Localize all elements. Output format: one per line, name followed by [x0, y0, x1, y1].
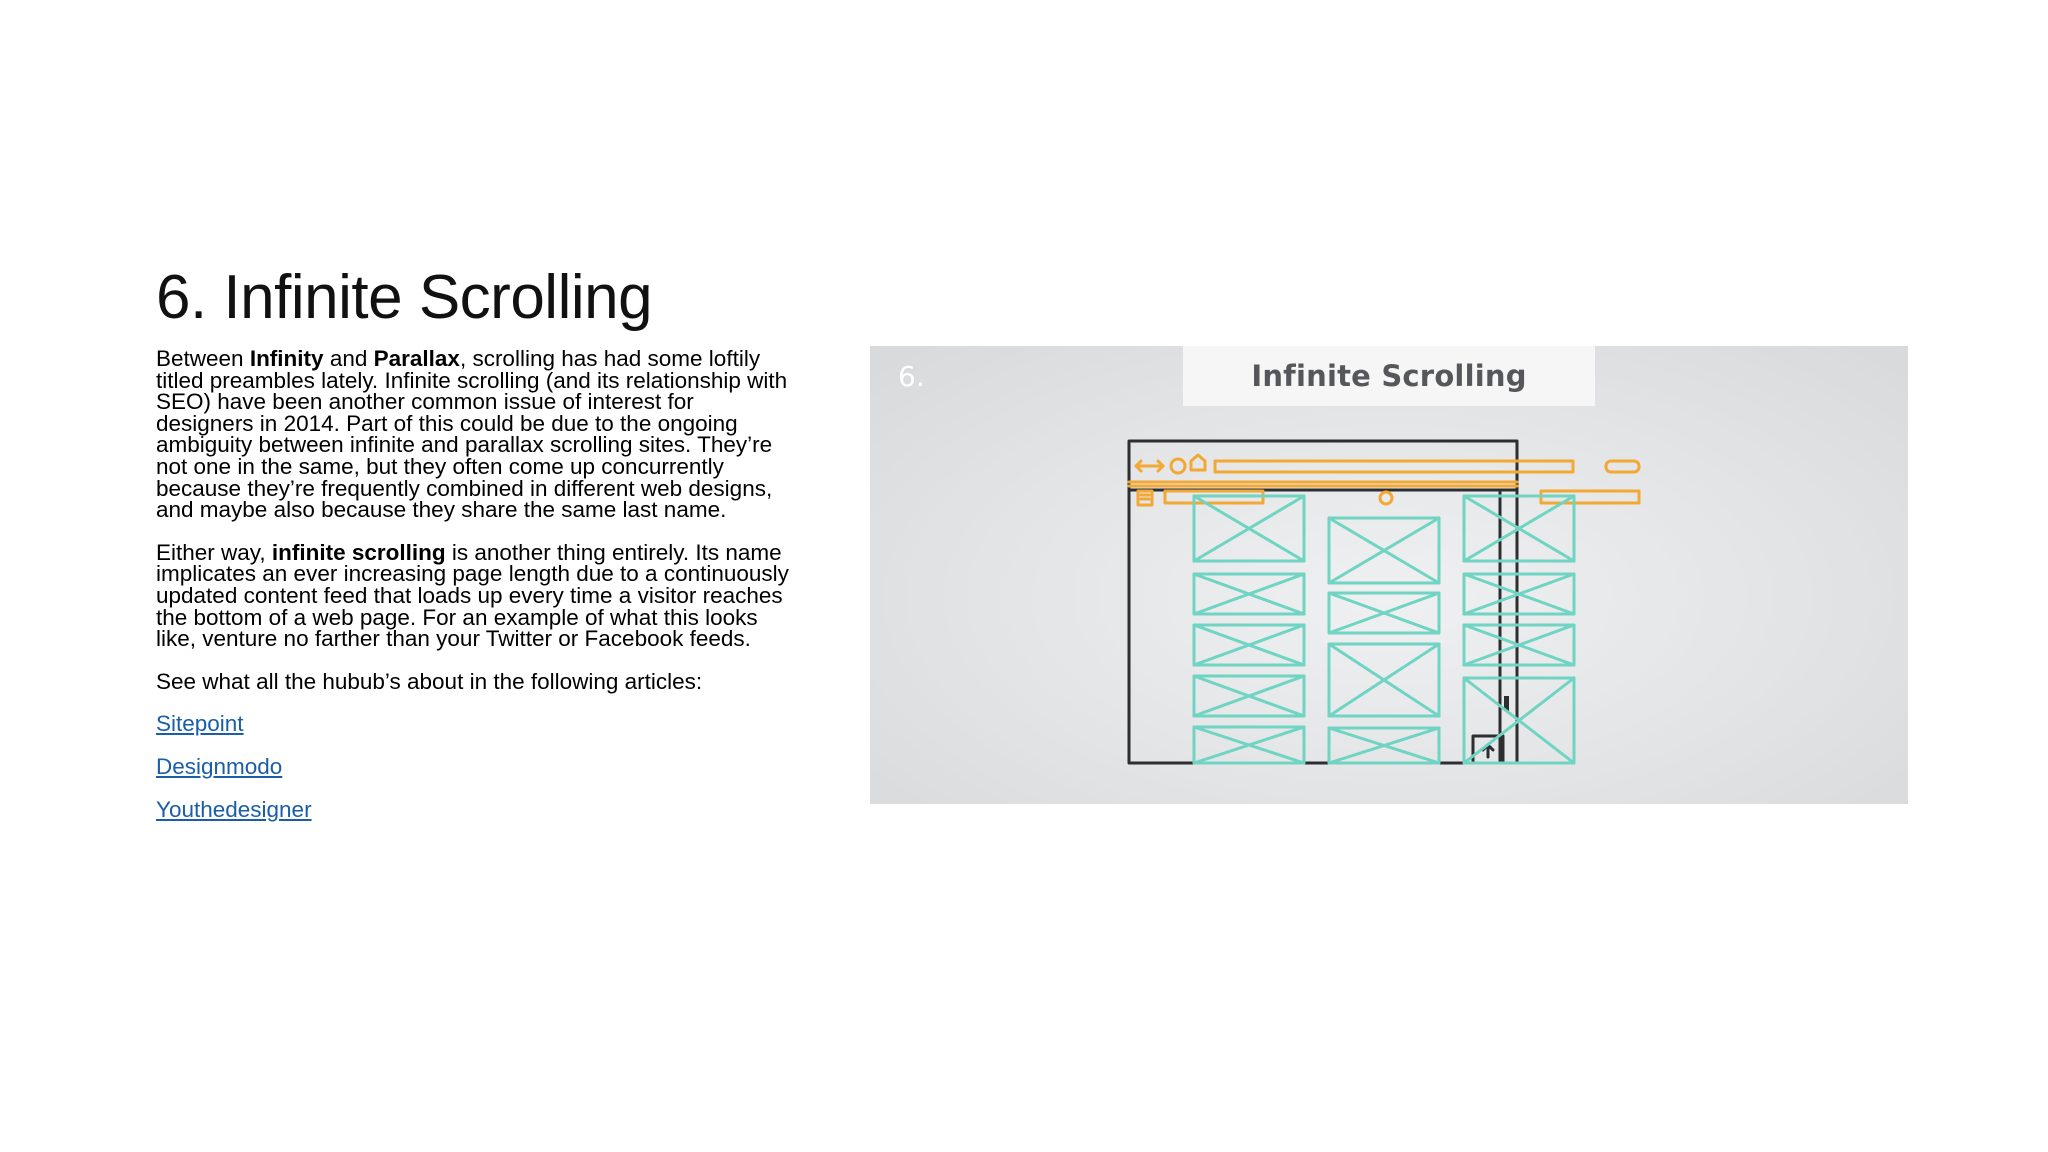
- link-designmodo[interactable]: Designmodo: [156, 754, 283, 780]
- p2-bold-infinite-scrolling: infinite scrolling: [271, 539, 446, 565]
- p1-text-3: , scrolling has had some loftily titled preambles lately. Infinite scrolling (and its relationship with SEO) have been another common issue of interest for designers in 2014. Part of this could be due to the ongoing ambiguity between infinite and parallax scrolling sites. They’re not one in the same, but they often come up concurrently because they’re frequently combined in different web designs, and maybe also because they share the same last name.: [156, 346, 788, 523]
- reload-icon: [1171, 459, 1185, 473]
- p2-text-2: is another thing entirely. Its name implicates an ever increasing page length due to a continuously updated content feed that loads up every time a visitor reaches the bottom of a web page. For an example of what this looks like, venture no farther than your Twitter or Facebook feeds.: [156, 539, 789, 652]
- toolbar-row-1: [1136, 455, 1639, 473]
- body-text: [156, 348, 796, 842]
- paragraph-3: See what all the hubub’s about in the following articles:: [156, 668, 703, 694]
- article-links: [156, 713, 796, 821]
- figure-banner-title: Infinite Scrolling: [1251, 359, 1527, 393]
- center-dot-icon: [1380, 492, 1392, 504]
- p1-bold-infinity: Infinity: [249, 346, 324, 371]
- link-youthedesigner[interactable]: Youthedesigner: [156, 797, 312, 823]
- p1-text-2: and: [323, 346, 374, 371]
- figure-number: 6.: [898, 360, 925, 393]
- p2-text-1: Either way,: [156, 539, 272, 565]
- p1-bold-parallax: Parallax: [373, 346, 460, 371]
- paragraph-2: [156, 539, 796, 652]
- p1-text-1: Between: [156, 346, 250, 371]
- browser-wireframe-graphic: [870, 346, 1908, 804]
- address-bar: [1215, 461, 1573, 472]
- home-icon: [1191, 455, 1205, 470]
- link-sitepoint[interactable]: Sitepoint: [156, 711, 244, 737]
- paragraph-1: [156, 348, 796, 521]
- infinite-scrolling-illustration: [870, 346, 1908, 804]
- slide-title: 6. Infinite Scrolling: [156, 263, 653, 332]
- menu-pill: [1606, 461, 1639, 472]
